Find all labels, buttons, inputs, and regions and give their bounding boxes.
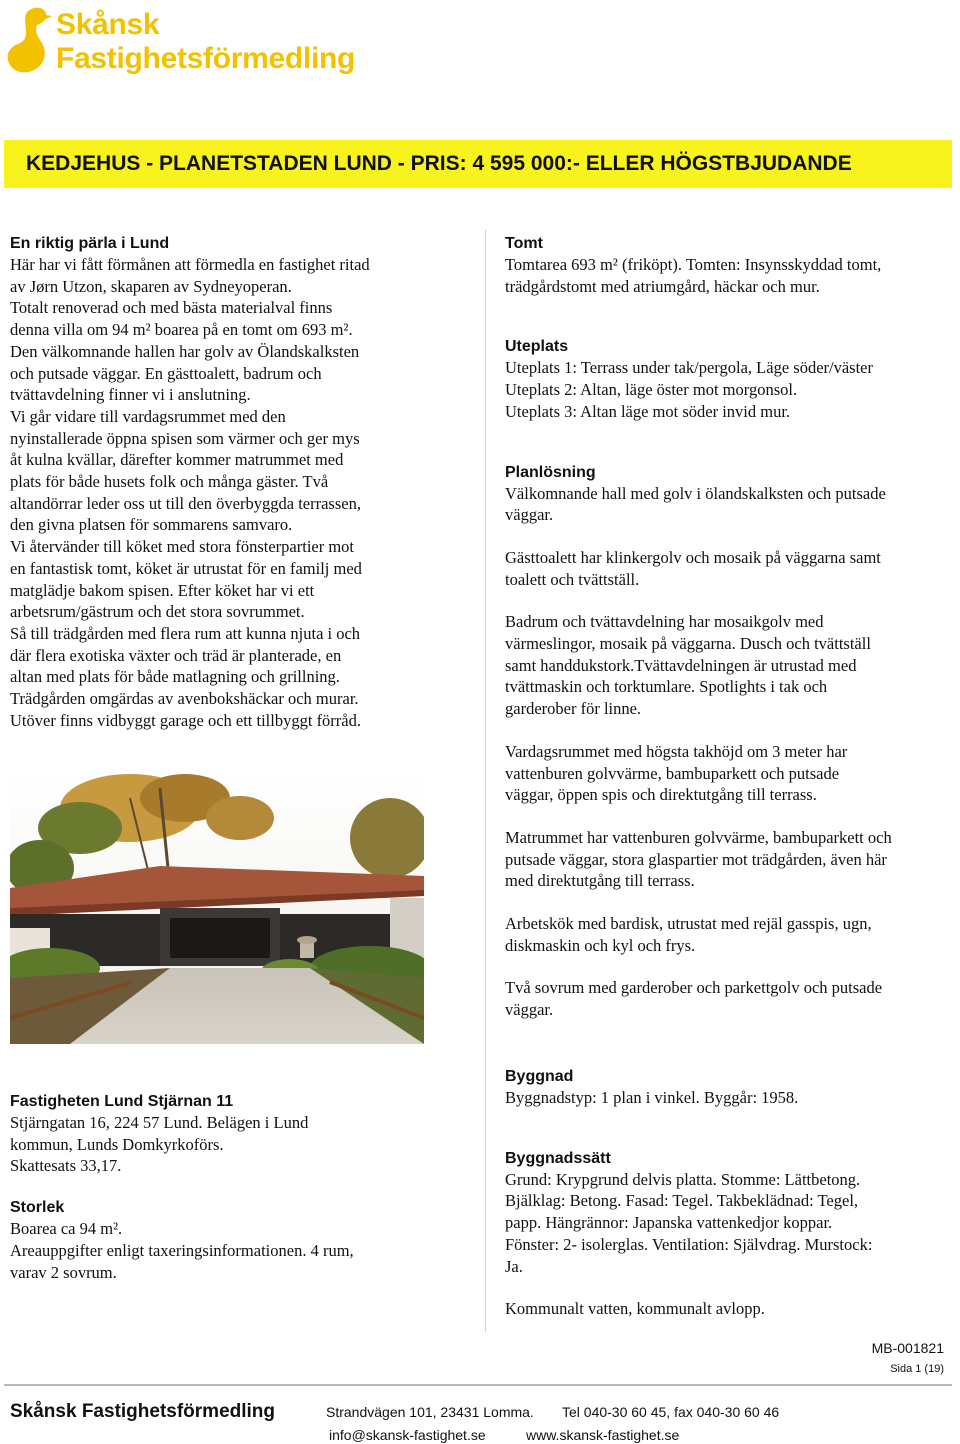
intro-line: nyinstallerade öppna spisen som värmer och ger mys (10, 428, 360, 448)
planlosning-line: garderober för linne. (505, 699, 642, 719)
utilities-text: Kommunalt vatten, kommunalt avlopp. (505, 1299, 765, 1319)
planlosning-paragraph (505, 913, 955, 956)
intro-line: arbetsrum/gästrum och det stora sovrummet. (10, 602, 305, 622)
footer-phone: Tel 040-30 60 45, fax 040-30 60 46 (562, 1404, 780, 1420)
tomt-heading: Tomt (505, 235, 543, 252)
intro-line: Så till trädgården med flera rum att kunna njuta i och (10, 623, 361, 643)
planlosning-paragraph (505, 611, 955, 720)
intro-line: plats för både husets folk och många gäster. Två (10, 472, 329, 492)
planlosning-line: Gästtoalett har klinkergolv och mosaik på väggarna samt (505, 547, 881, 567)
planlosning-paragraph (505, 483, 955, 526)
column-divider (485, 230, 486, 1332)
planlosning-paragraph (505, 827, 955, 892)
footer-company-name: Skånsk Fastighetsförmedling (10, 1401, 276, 1422)
intro-line: Här har vi fått förmånen att förmedla en fastighet ritad (10, 255, 370, 274)
logo-line-2: Fastighetsförmedling (56, 42, 356, 75)
planlosning-line: Matrummet har vattenburen golvvärme, bambuparkett och (505, 827, 892, 847)
page-number: Sida 1 (19) (890, 1363, 944, 1375)
intro-line: en fantastisk tomt, köket är utrustat för en familj med (10, 558, 362, 578)
intro-line: Den välkomnande hallen har golv av Ölandskalksten (10, 341, 360, 361)
intro-line: altan med plats för både matlagning och grillning. (10, 667, 340, 687)
fastighet-line: kommun, Lunds Domkyrkoförs. (10, 1134, 224, 1154)
property-info-section (10, 1092, 470, 1283)
planlosning-line: diskmaskin och kyl och frys. (505, 935, 696, 955)
intro-line: Totalt renoverad och med bästa materialval finns (10, 298, 333, 318)
intro-line: och putsade väggar. En gästtoalett, badrum och (10, 363, 322, 383)
uteplats-line: Uteplats 2: Altan, läge öster mot morgonsol. (505, 380, 798, 400)
intro-line: altandörrar leder oss ut till den överbyggda terrassen, (10, 493, 361, 513)
planlosning-line: väggar, öppen spis och direktutgång till terrass. (505, 785, 817, 805)
document-code: MB-001821 (871, 1340, 944, 1356)
planlosning-line: putsade väggar, stora glaspartier mot trädgården, även här (505, 849, 887, 869)
intro-line: där flera exotiska växter och träd är planterade, en (10, 645, 342, 665)
planlosning-heading: Planlösning (505, 463, 596, 481)
uteplats-line: Uteplats 3: Altan läge mot söder invid mur. (505, 401, 791, 421)
byggnadssatt-line: papp. Hängrännor: Japanska vattenkedjor koppar. (505, 1213, 833, 1233)
details-section (505, 234, 955, 1021)
fastighet-line: Stjärngatan 16, 224 57 Lund. Belägen i Lund (10, 1113, 309, 1132)
planlosning-paragraph (505, 977, 955, 1020)
page-title: KEDJEHUS - PLANETSTADEN LUND - PRIS: 4 595 000:- ELLER HÖGSTBJUDANDE (26, 152, 852, 175)
planlosning-line: Två sovrum med garderober och parkettgolv och putsade (505, 978, 883, 998)
planlosning-line: Arbetskök med bardisk, utrustat med rejäl gasspis, ugn, (505, 914, 872, 934)
building-section (505, 1067, 955, 1320)
logo-line-1: Skånsk (56, 8, 160, 41)
byggnadssatt-line: Ja. (505, 1256, 523, 1276)
intro-text (10, 254, 470, 731)
planlosning-line: Vardagsrummet med högsta takhöjd om 3 meter har (505, 741, 848, 761)
planlosning-paragraph (505, 547, 955, 590)
planlosning-line: Badrum och tvättavdelning har mosaikgolv med (505, 612, 824, 632)
intro-line: av Jørn Utzon, skaparen av Sydneyoperan. (10, 276, 292, 296)
byggnadssatt-heading: Byggnadssätt (505, 1149, 611, 1167)
intro-line: denna villa om 94 m² boarea på en tomt om 693 m². (10, 320, 353, 340)
intro-line: åt kulna kvällar, därefter kommer matrummet med (10, 450, 344, 470)
intro-line: tvättavdelning finner vi i anslutning. (10, 385, 251, 405)
uteplats-line: Uteplats 1: Terrass under tak/pergola, Läge söder/väster (505, 358, 873, 378)
planlosning-line: vattenburen golvvärme, bambuparkett och putsade (505, 763, 840, 783)
intro-line: den givna platsen för sommarens samvaro. (10, 515, 293, 535)
footer-email-link[interactable]: info@skansk-fastighet.se (329, 1427, 486, 1443)
tomt-line: Tomtarea 693 m² (friköpt). Tomten: Insynsskyddad tomt, (505, 255, 882, 274)
intro-heading: En riktig pärla i Lund (10, 235, 170, 252)
property-photo (10, 768, 424, 1044)
byggnad-line: Byggnadstyp: 1 plan i vinkel. Byggår: 1958. (505, 1088, 799, 1107)
footer-address: Strandvägen 101, 23431 Lomma. (326, 1404, 534, 1420)
fastighet-heading: Fastigheten Lund Stjärnan 11 (10, 1093, 234, 1110)
intro-section (10, 234, 470, 731)
uteplats-heading: Uteplats (505, 338, 569, 356)
company-logo (4, 2, 384, 82)
fastighet-line: Skattesats 33,17. (10, 1156, 122, 1176)
footer-website-link[interactable]: www.skansk-fastighet.se (526, 1427, 680, 1443)
planlosning-line: samt handdukstork.Tvättavdelningen är utrustad med (505, 655, 857, 675)
storlek-line: varav 2 sovrum. (10, 1262, 117, 1282)
intro-line: Vi återvänder till köket med stora fönsterpartier mot (10, 537, 355, 557)
byggnadssatt-line: Fönster: 2- isolerglas. Ventilation: Självdrag. Murstock: (505, 1234, 873, 1254)
planlosning-line: tvättmaskin och torktumlare. Spotlights i tak och (505, 677, 828, 697)
storlek-line: Areauppgifter enligt taxeringsinformationen. 4 rum, (10, 1240, 354, 1260)
title-banner (4, 140, 952, 188)
footer-divider (4, 1384, 952, 1386)
intro-line: Utöver finns vidbyggt garage och ett tillbyggt förråd. (10, 710, 361, 730)
storlek-heading: Storlek (10, 1199, 65, 1217)
tomt-line: trädgårdstomt med atriumgård, häckar och mur. (505, 276, 820, 296)
byggnadssatt-line: Grund: Krypgrund delvis platta. Stomme: Lättbetong. (505, 1169, 861, 1189)
duck-logo-icon (4, 2, 52, 80)
planlosning-paragraph (505, 741, 955, 806)
planlosning-line: toalett och tvättställ. (505, 569, 640, 589)
storlek-line: Boarea ca 94 m². (10, 1219, 123, 1239)
planlosning-line: Välkomnande hall med golv i ölandskalksten och putsade (505, 483, 886, 503)
planlosning-line: väggar. (505, 505, 554, 525)
byggnadssatt-line: Bjälklag: Betong. Fasad: Tegel. Takbeklädnad: Tegel, (505, 1191, 859, 1211)
planlosning-line: värmeslingor, mosaik på väggarna. Dusch och tvättställ (505, 634, 871, 654)
intro-line: Vi går vidare till vardagsrummet med den (10, 406, 286, 426)
intro-line: matglädje bakom spisen. Efter köket har vi ett (10, 580, 315, 600)
planlosning-line: med direktutgång till terrass. (505, 871, 695, 891)
planlosning-line: väggar. (505, 1000, 554, 1020)
intro-line: Trädgården omgärdas av avenbokshäckar och murar. (10, 689, 359, 709)
byggnad-heading: Byggnad (505, 1068, 574, 1085)
